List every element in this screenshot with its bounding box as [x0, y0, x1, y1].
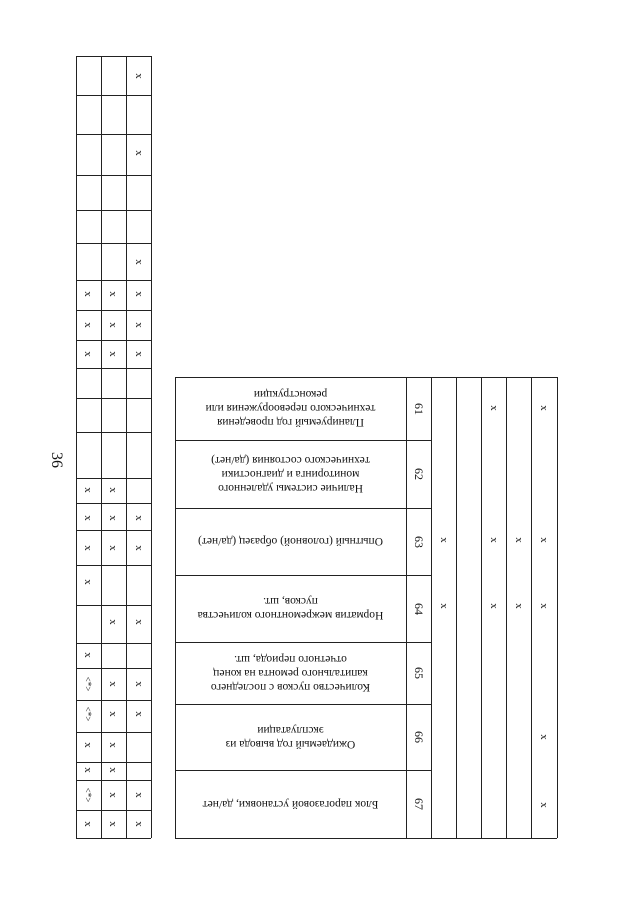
left-table-hline	[76, 134, 151, 135]
column-header-line: Планируемый год проведения	[217, 416, 364, 429]
left-table-hline	[76, 810, 151, 811]
right-table-vline	[431, 377, 432, 838]
x-mark: х	[133, 291, 145, 297]
x-mark: х	[133, 515, 145, 521]
left-table-vline	[101, 56, 102, 838]
column-header-line: пусков, шт.	[263, 595, 318, 608]
column-header-text	[179, 770, 402, 838]
column-header-text	[179, 377, 402, 440]
left-table-hline	[76, 398, 151, 399]
x-mark: х	[133, 711, 145, 717]
x-mark: х	[487, 537, 500, 543]
x-mark: х	[82, 322, 94, 328]
left-table-hline	[76, 280, 151, 281]
x-mark: х	[107, 711, 119, 717]
x-mark: х	[437, 603, 450, 609]
column-header-line: капитального ремонта на конец	[213, 667, 368, 679]
column-header-line: реконструкции	[253, 388, 328, 401]
left-table-hline	[76, 503, 151, 504]
left-table-hline	[76, 368, 151, 369]
x-mark: х	[107, 545, 119, 551]
column-number: 67	[411, 798, 426, 810]
column-header-line: эксплуатации	[257, 724, 324, 736]
left-table-hline	[76, 643, 151, 644]
x-mark: х	[107, 351, 119, 357]
left-table-hline	[76, 310, 151, 311]
column-number: 64	[411, 602, 426, 615]
x-mark: х	[538, 537, 550, 543]
x-mark: х	[133, 322, 145, 328]
column-header-line: Норматив межремонтного количества	[197, 609, 384, 622]
page-number: 36	[48, 452, 65, 468]
right-table-hline	[175, 838, 557, 839]
x-mark: х	[107, 792, 119, 798]
x-mark: х	[82, 545, 94, 551]
right-table-vline	[557, 377, 558, 838]
column-header-text	[179, 704, 402, 770]
x-mark: х	[133, 259, 145, 265]
x-mark: х	[82, 821, 94, 827]
x-mark: х	[107, 291, 119, 297]
x-mark: х	[82, 652, 94, 658]
right-table-vline	[531, 377, 532, 838]
note-mark: <*>	[83, 787, 93, 803]
left-table-hline	[76, 478, 151, 479]
left-table-hline	[76, 605, 151, 606]
x-mark: х	[82, 515, 94, 521]
x-mark: х	[107, 821, 119, 827]
x-mark: х	[82, 742, 94, 748]
x-mark: х	[133, 73, 145, 79]
x-mark: х	[133, 792, 145, 798]
column-number: 63	[411, 535, 426, 548]
column-header-line: Блок парогазовой установки, да/нет	[202, 798, 379, 810]
x-mark: х	[437, 537, 450, 543]
left-table-hline	[76, 565, 151, 566]
left-table-hline	[76, 732, 151, 733]
x-mark: х	[107, 515, 119, 521]
column-header-text	[179, 575, 402, 642]
right-table-vline	[175, 377, 176, 838]
column-header-line: Опытный (головной) образец (да/нет)	[198, 535, 383, 548]
x-mark: х	[82, 291, 94, 297]
column-header-line: технического перевооружения или	[205, 402, 376, 415]
column-header-text	[179, 508, 402, 575]
left-table-hline	[76, 780, 151, 781]
x-mark: х	[133, 681, 145, 687]
left-table-hline	[76, 56, 151, 57]
left-table-hline	[76, 210, 151, 211]
right-table-vline	[456, 377, 457, 838]
right-table-vline	[406, 377, 407, 838]
x-mark: х	[107, 767, 119, 773]
x-mark: х	[133, 150, 145, 156]
x-mark: х	[133, 821, 145, 827]
left-table-hline	[76, 340, 151, 341]
x-mark: х	[82, 487, 94, 493]
x-mark: х	[82, 767, 94, 773]
x-mark: х	[512, 603, 525, 609]
left-table-hline	[76, 530, 151, 531]
x-mark: х	[107, 742, 119, 748]
x-mark: х	[107, 619, 119, 625]
x-mark: х	[538, 802, 550, 808]
left-table-hline	[76, 175, 151, 176]
left-table-vline	[126, 56, 127, 838]
column-header-text	[179, 642, 402, 704]
column-header-line: Количество пусков с последнего	[210, 681, 371, 693]
left-table-hline	[76, 243, 151, 244]
note-mark: <*>	[83, 676, 93, 692]
note-mark: <*>	[83, 706, 93, 722]
right-table-vline	[506, 377, 507, 838]
left-table-hline	[76, 668, 151, 669]
x-mark: х	[82, 351, 94, 357]
column-header-text	[179, 440, 402, 508]
x-mark: х	[82, 579, 94, 585]
x-mark: х	[107, 487, 119, 493]
column-number: 65	[411, 667, 426, 679]
x-mark: х	[133, 545, 145, 551]
column-header-line: мониторинга и диагностики	[221, 468, 360, 480]
left-table-hline	[76, 432, 151, 433]
column-header-line: технического состояния (да/нет)	[211, 454, 370, 466]
x-mark: х	[512, 537, 525, 543]
column-header-line: Ожидаемый год вывода из	[225, 738, 356, 750]
left-table-hline	[76, 838, 151, 839]
x-mark: х	[538, 603, 550, 609]
x-mark: х	[107, 322, 119, 328]
column-number: 66	[411, 731, 426, 743]
column-header-line: Наличие системы удаленного	[218, 482, 363, 494]
column-header-line: отчетного периода, шт.	[234, 653, 347, 665]
column-number: 62	[411, 468, 426, 480]
right-table-vline	[481, 377, 482, 838]
x-mark: х	[107, 681, 119, 687]
x-mark: х	[133, 619, 145, 625]
column-number: 61	[411, 402, 426, 415]
left-table-vline	[76, 56, 77, 838]
x-mark: х	[487, 405, 500, 411]
x-mark: х	[487, 603, 500, 609]
x-mark: х	[538, 405, 550, 411]
x-mark: х	[538, 734, 550, 740]
left-table-vline	[151, 56, 152, 838]
left-table-hline	[76, 95, 151, 96]
x-mark: х	[133, 351, 145, 357]
